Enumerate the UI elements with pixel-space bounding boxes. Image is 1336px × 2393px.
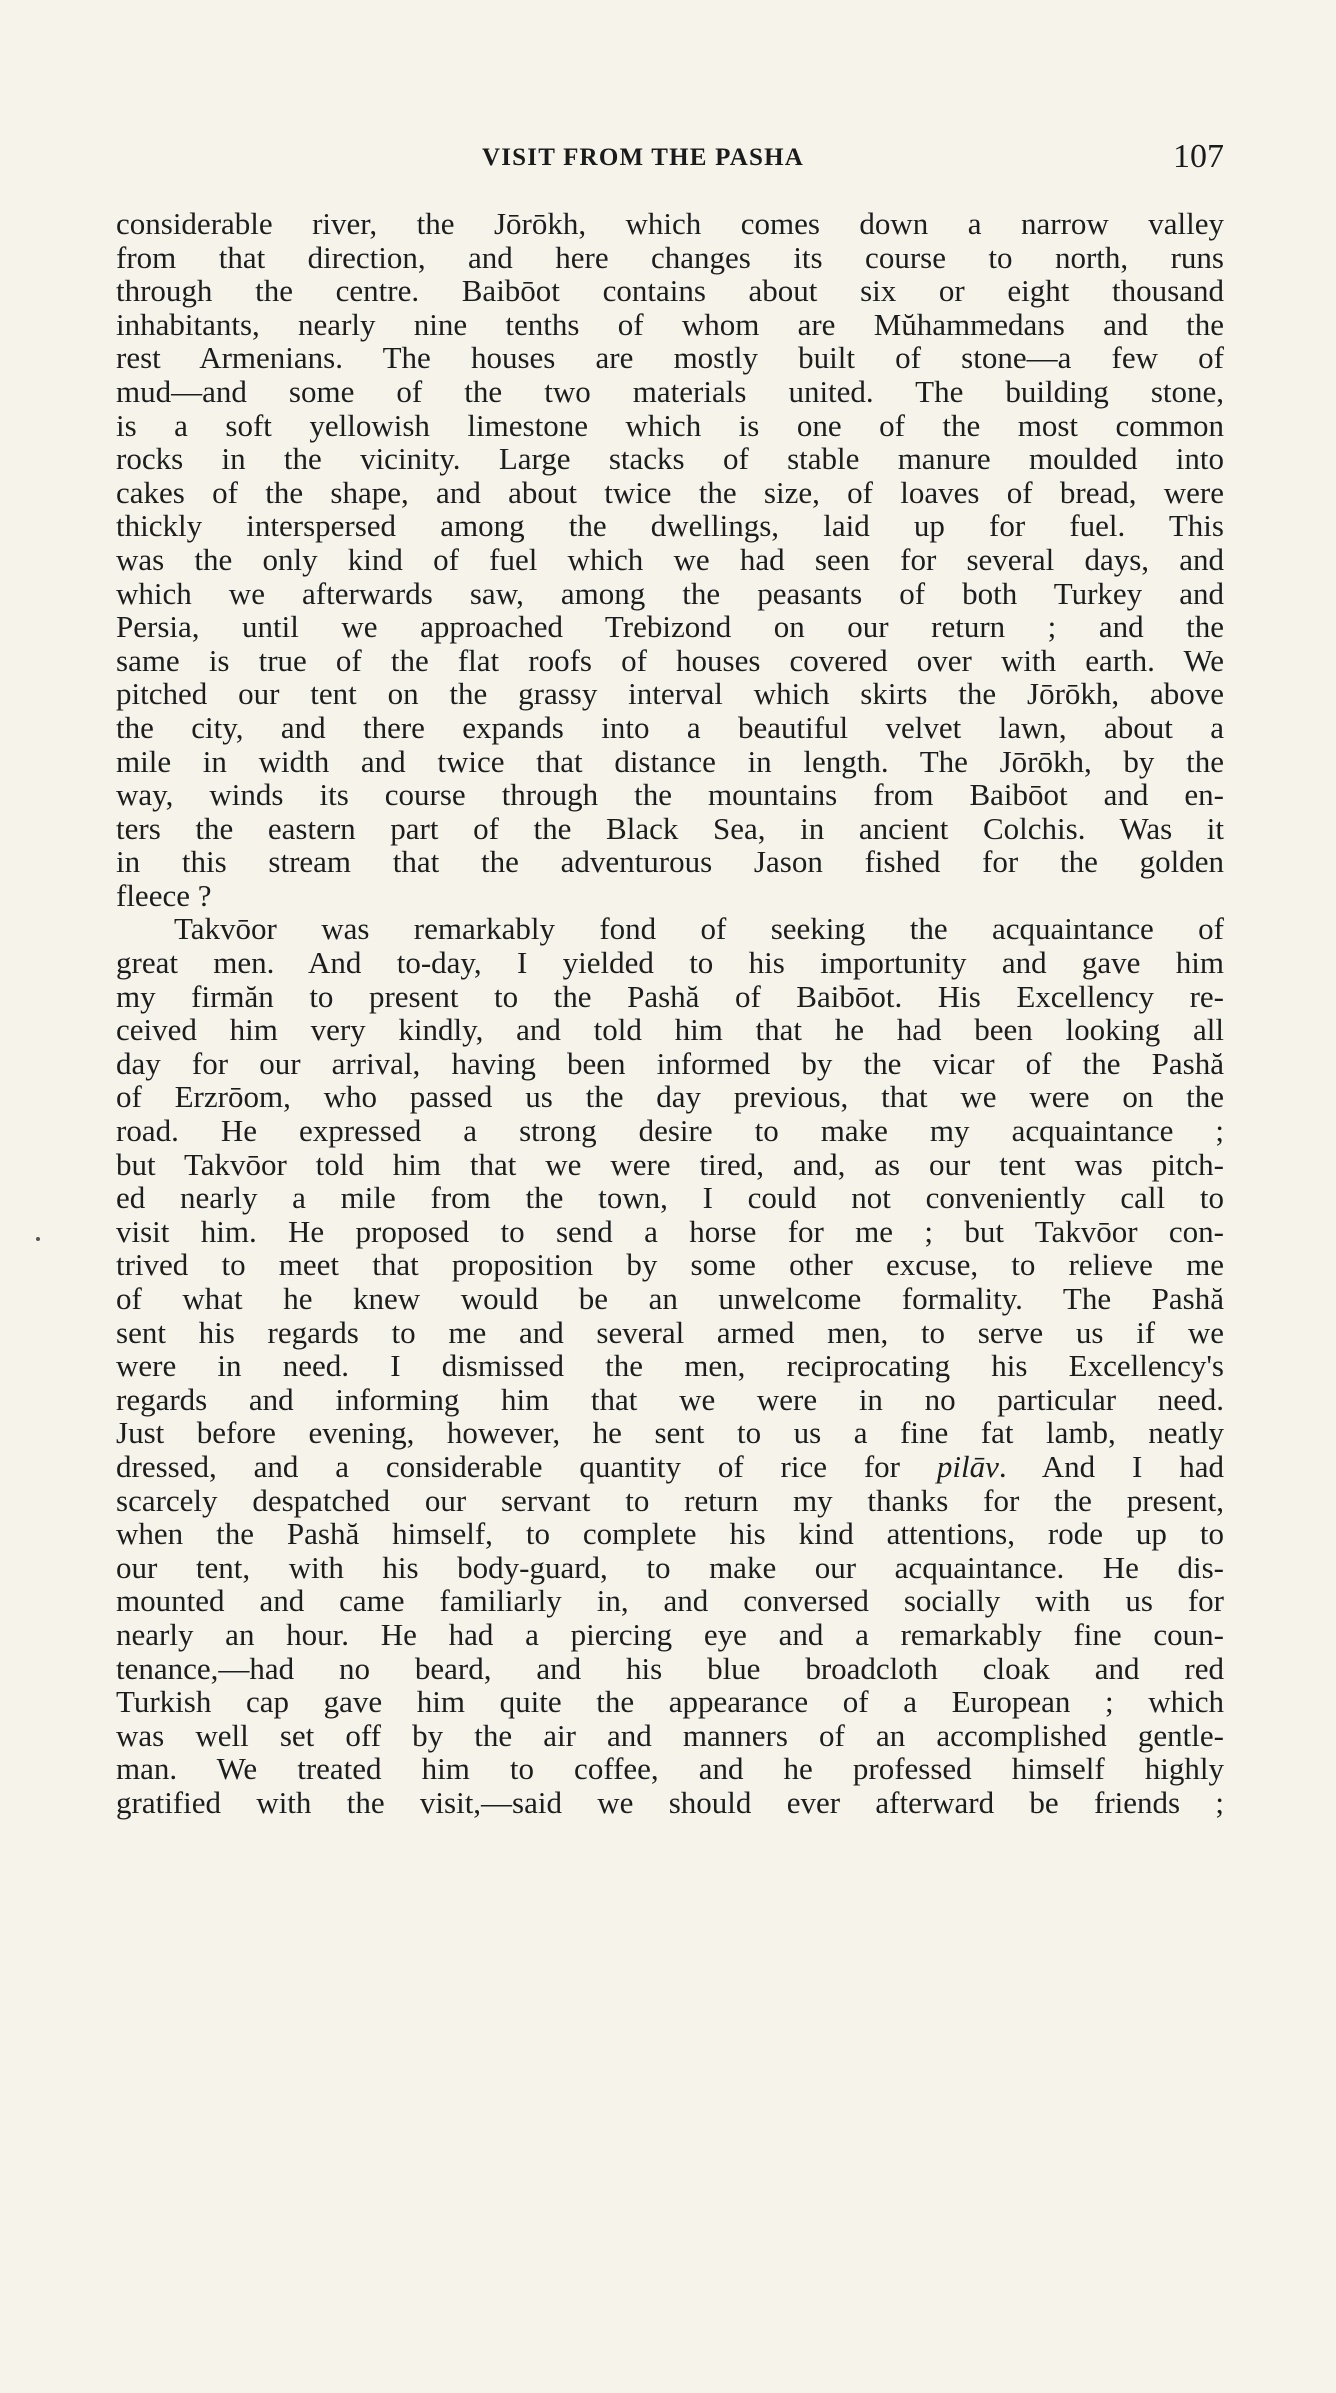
text-line: were in need. I dismissed the men, reciprocating his Excellency's (116, 1348, 1224, 1384)
text-line: is a soft yellowish limestone which is one of the most common (116, 407, 1224, 443)
text-line: regards and informing him that we were in no particular need. (116, 1381, 1224, 1417)
text-line: when the Pashă himself, to complete his kind attentions, rode up to (116, 1516, 1224, 1552)
text-line: mile in width and twice that distance in length. The Jōrōkh, by the (116, 743, 1224, 779)
text-line: tenance,—had no beard, and his blue broadcloth cloak and red (116, 1650, 1224, 1686)
text-line: inhabitants, nearly nine tenths of whom are Mŭhammedans and the (116, 306, 1224, 342)
text-line: day for our arrival, having been informed by the vicar of the Pashă (116, 1045, 1224, 1081)
text-line: of what he knew would be an unwelcome formality. The Pashă (116, 1281, 1224, 1316)
text-line: was well set off by the air and manners of an accomplished gentle- (116, 1717, 1224, 1753)
text-line: scarcely despatched our servant to return my thanks for the present, (116, 1482, 1224, 1518)
text-line: Persia, until we approached Trebizond on our return ; and the (116, 609, 1224, 645)
text-line: in this stream that the adventurous Jason fished for the golden (116, 844, 1224, 880)
text-line: Takvōor was remarkably fond of seeking the acquaintance of (174, 911, 1224, 947)
text-line: cakes of the shape, and about twice the size, of loaves of bread, were (116, 474, 1224, 510)
text-line: nearly an hour. He had a piercing eye and a remarkably fine coun- (116, 1616, 1224, 1652)
text-line: ceived him very kindly, and told him that he had been looking all (116, 1012, 1224, 1048)
text-line: my firmăn to present to the Pashă of Baibōot. His Excellency re- (116, 978, 1224, 1014)
text-line: thickly interspersed among the dwellings, laid up for fuel. This (116, 508, 1224, 544)
text-line: rest Armenians. The houses are mostly built of stone—a few of (116, 340, 1224, 376)
body-text (116, 207, 1224, 1820)
text-line: from that direction, and here changes its course to north, runs (116, 239, 1224, 275)
text-line: gratified with the visit,—said we should ever afterward be friends ; (116, 1784, 1224, 1820)
text-line: great men. And to-day, I yielded to his importunity and gave him (116, 945, 1224, 981)
text-line: mud—and some of the two materials united. The building stone, (116, 373, 1224, 409)
text-line: mounted and came familiarly in, and conversed socially with us for (116, 1583, 1224, 1619)
text-line: but Takvōor told him that we were tired, and, as our tent was pitch- (116, 1146, 1224, 1182)
text-line: rocks in the vicinity. Large stacks of stable manure moulded into (116, 441, 1224, 477)
text-line: was the only kind of fuel which we had seen for several days, and (116, 541, 1224, 577)
running-head: VISIT FROM THE PASHA (482, 144, 804, 171)
text-line: of Erzrōom, who passed us the day previous, that we were on the (116, 1079, 1224, 1115)
text-line: ed nearly a mile from the town, I could not conveniently call to (116, 1180, 1224, 1216)
text-line: fleece ? (116, 877, 212, 913)
text-line: way, winds its course through the mountains from Baibōot and en- (116, 777, 1224, 813)
ink-speck (36, 1237, 40, 1241)
text-line: trived to meet that proposition by some other excuse, to relieve me (116, 1247, 1224, 1283)
text-line: which we afterwards saw, among the peasants of both Turkey and (116, 575, 1224, 611)
text-line: sent his regards to me and several armed men, to serve us if we (116, 1314, 1224, 1350)
text-line: Turkish cap gave him quite the appearance of a European ; which (116, 1684, 1224, 1720)
text-line: road. He expressed a strong desire to make my acquaintance ; (116, 1113, 1224, 1149)
text-line: same is true of the flat roofs of houses covered over with earth. We (116, 642, 1224, 678)
text-line: through the centre. Baibōot contains about six or eight thousand (116, 273, 1224, 309)
text-line: considerable river, the Jōrōkh, which comes down a narrow valley (116, 206, 1224, 241)
text-line: ters the eastern part of the Black Sea, in ancient Colchis. Was it (116, 810, 1224, 846)
text-line: dressed, and a considerable quantity of rice for pilāv. And I had (116, 1448, 1224, 1484)
text-line: pitched our tent on the grassy interval which skirts the Jōrōkh, above (116, 676, 1224, 712)
text-line: the city, and there expands into a beautiful velvet lawn, about a (116, 709, 1224, 745)
page-header (116, 138, 1224, 182)
text-line: our tent, with his body-guard, to make our acquaintance. He dis- (116, 1549, 1224, 1585)
text-line: Just before evening, however, he sent to us a fine fat lamb, neatly (116, 1415, 1224, 1451)
text-line: visit him. He proposed to send a horse for me ; but Takvōor con- (116, 1213, 1224, 1249)
page-number: 107 (1173, 138, 1224, 175)
text-line: man. We treated him to coffee, and he professed himself highly (116, 1751, 1224, 1787)
